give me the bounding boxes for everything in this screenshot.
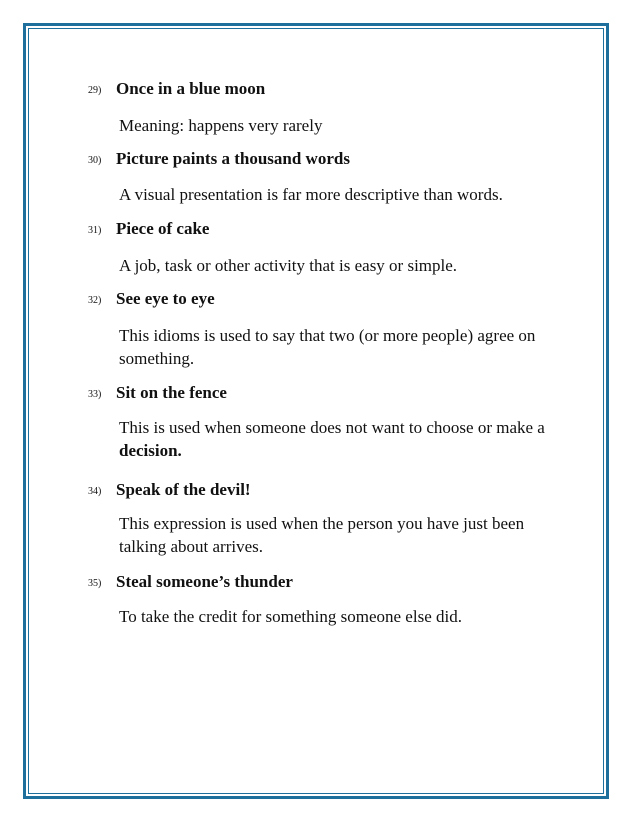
idiom-title: Picture paints a thousand words <box>116 149 350 168</box>
idiom-meaning <box>119 324 569 370</box>
idiom-meaning-text: A visual presentation is far more descriptive than words. <box>119 185 503 204</box>
idiom-meaning-text: Meaning: happens very rarely <box>119 116 323 135</box>
idiom-title: Steal someone’s thunder <box>116 572 293 591</box>
idiom-title: See eye to eye <box>116 289 215 308</box>
idiom-meaning <box>119 254 569 277</box>
idiom-number: 33) <box>88 389 102 400</box>
idiom-meaning <box>119 416 569 462</box>
idiom-number: 29) <box>88 85 102 96</box>
idiom-meaning-text: To take the credit for something someone else did. <box>119 607 462 626</box>
idiom-number: 31) <box>88 225 102 236</box>
idiom-meaning <box>119 512 569 558</box>
idiom-number: 35) <box>88 578 102 589</box>
idiom-number: 30) <box>88 155 102 166</box>
idiom-meaning <box>119 114 569 137</box>
idiom-title: Piece of cake <box>116 219 210 238</box>
idiom-number: 34) <box>88 486 102 497</box>
idiom-title: Speak of the devil! <box>116 480 251 499</box>
idiom-title: Once in a blue moon <box>116 79 266 98</box>
idiom-meaning <box>119 183 569 206</box>
idiom-meaning-emphasis: decision. <box>119 441 182 460</box>
idiom-title: Sit on the fence <box>116 383 227 402</box>
idiom-meaning-text: This expression is used when the person you have just been talking about arrives. <box>119 514 525 556</box>
idiom-meaning-text: This is used when someone does not want to choose or make a <box>119 418 545 437</box>
idiom-number: 32) <box>88 295 102 306</box>
idiom-meaning-text: A job, task or other activity that is easy or simple. <box>119 256 458 275</box>
idiom-meaning-text: This idioms is used to say that two (or more people) agree on something. <box>119 326 536 368</box>
idiom-meaning <box>119 605 569 628</box>
